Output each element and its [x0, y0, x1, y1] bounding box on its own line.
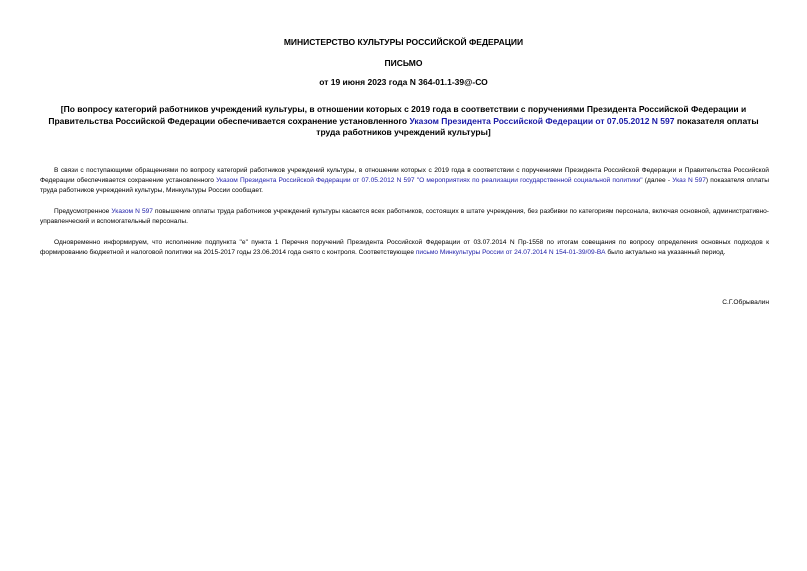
document-date-number: от 19 июня 2023 года N 364-01.1-39@-СО: [319, 77, 488, 87]
title-text-part2: показателя оплаты труда работников учреждений культуры]: [316, 115, 759, 137]
document-type-heading: ПИСЬМО: [384, 58, 423, 68]
paragraph-2-text-part1: Предусмотренное: [54, 208, 112, 215]
decree-full-title-link[interactable]: Указом Президента Российской Федерации от 07.05.2012 N 597 "О мероприятиях по реализации государственной социальной политики": [216, 177, 643, 185]
title-text-part1: [По вопросу категорий работников учреждений культуры, в отношении которых с 2019 года в соответствии с поручениями Президента Российской Федерации и Правительства Российской Федерации обеспечивается сохранение установленного: [48, 104, 747, 126]
signature: С.Г.Обрывалин: [722, 299, 769, 306]
ministry-letter-link[interactable]: письмо Минкультуры России от 24.07.2014 N 154-01-39/09-ВА: [415, 249, 606, 257]
paragraph-3: [40, 238, 769, 258]
paragraph-2: [40, 207, 769, 227]
paragraph-1-text-part3: ) показателя оплаты труда работников учреждений культуры, Минкультуры России сообщает.: [40, 177, 770, 195]
paragraph-1-text-part2: (далее -: [642, 177, 673, 185]
title-decree-link[interactable]: Указом Президента Российской Федерации от 07.05.2012 N 597: [409, 115, 675, 126]
document-title: [38, 104, 769, 139]
paragraph-3-text-part2: было актуально на указанный период.: [605, 249, 726, 257]
paragraph-1: [40, 166, 769, 197]
paragraph-2-text-part2: повышение оплаты труда работников учреждений культуры касается всех работников, состоящих в штате учреждения, без разбивки по категориям персонала, включая основной, административно-управленческий и вспомогательный персоналы.: [40, 208, 770, 226]
paragraph-1-text-part1: В связи с поступающими обращениями по вопросу категорий работников учреждений культуры, в отношении которых с 2019 года в соответствии с поручениями Президента Российской Федерации и Правительства Российской Федерации обеспечивается сохранение установленного: [40, 167, 769, 185]
paragraph-3-text-part1: Одновременно информируем, что исполнение подпункта "е" пункта 1 Перечня поручений Президента Российской Федерации от 03.07.2014 N Пр-1558 по итогам совещания по вопросу определения основных подходов к формированию бюджетной и налоговой политики на 2015-2017 годы 23.06.2014 года снято с контроля. Соответствующее: [40, 239, 769, 257]
decree-short-link[interactable]: Указ N 597: [672, 177, 706, 185]
decree-597-link[interactable]: Указом N 597: [111, 208, 153, 215]
ministry-heading: МИНИСТЕРСТВО КУЛЬТУРЫ РОССИЙСКОЙ ФЕДЕРАЦИИ: [283, 37, 524, 47]
